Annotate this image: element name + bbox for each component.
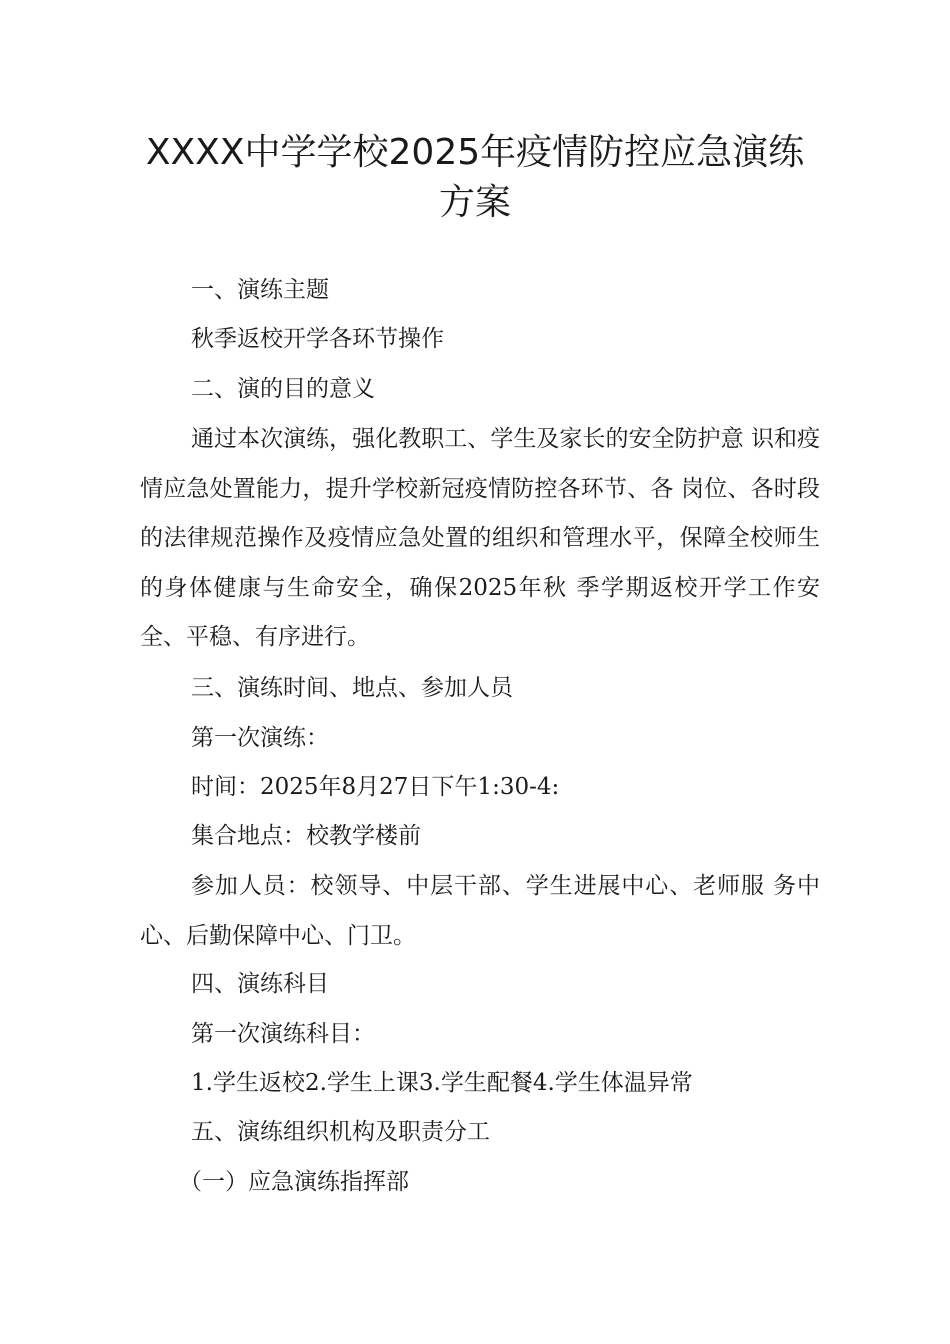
purpose-text: 通过本次演练，强化教职工、学生及家长的安全防护意 识和疫情应急处置能力，提升学校新冠疫情防控各环节、各 岗位、各时段的法律规范操作及疫情应急处置的组织和管理水平，保障全校师生的身体健康与生命安全，确保2025年秋 季学期返校开学工作安全、平稳、有序进行。 [140,426,820,650]
heading-time-place: 三、演练时间、地点、参加人员 [191,675,513,701]
heading-organization: 五、演练组织机构及职责分工 [191,1119,490,1145]
heading-theme: 一、演练主题 [191,277,329,303]
heading-purpose: 二、演的目的意义 [191,376,375,402]
document-title: XXXX中学学校2025年疫情防控应急演练方案 [145,132,805,223]
first-drill-label: 第一次演练： [191,725,329,751]
heading-subjects: 四、演练科目 [191,971,329,997]
sub-heading-command: （一）应急演练指挥部 [179,1169,409,1195]
drill-time: 时间：2025年8月27日下午1:30-4: [191,774,560,800]
drill-location: 集合地点：校教学楼前 [191,823,421,849]
first-subjects-label: 第一次演练科目： [191,1021,375,1047]
theme-text: 秋季返校开学各环节操作 [191,326,444,352]
subjects-list: 1.学生返校2.学生上课3.学生配餐4.学生体温异常 [191,1070,693,1096]
drill-participants: 参加人员：校领导、中层干部、学生进展中心、老师服 务中心、后勤保障中心、门卫。 [140,873,820,949]
